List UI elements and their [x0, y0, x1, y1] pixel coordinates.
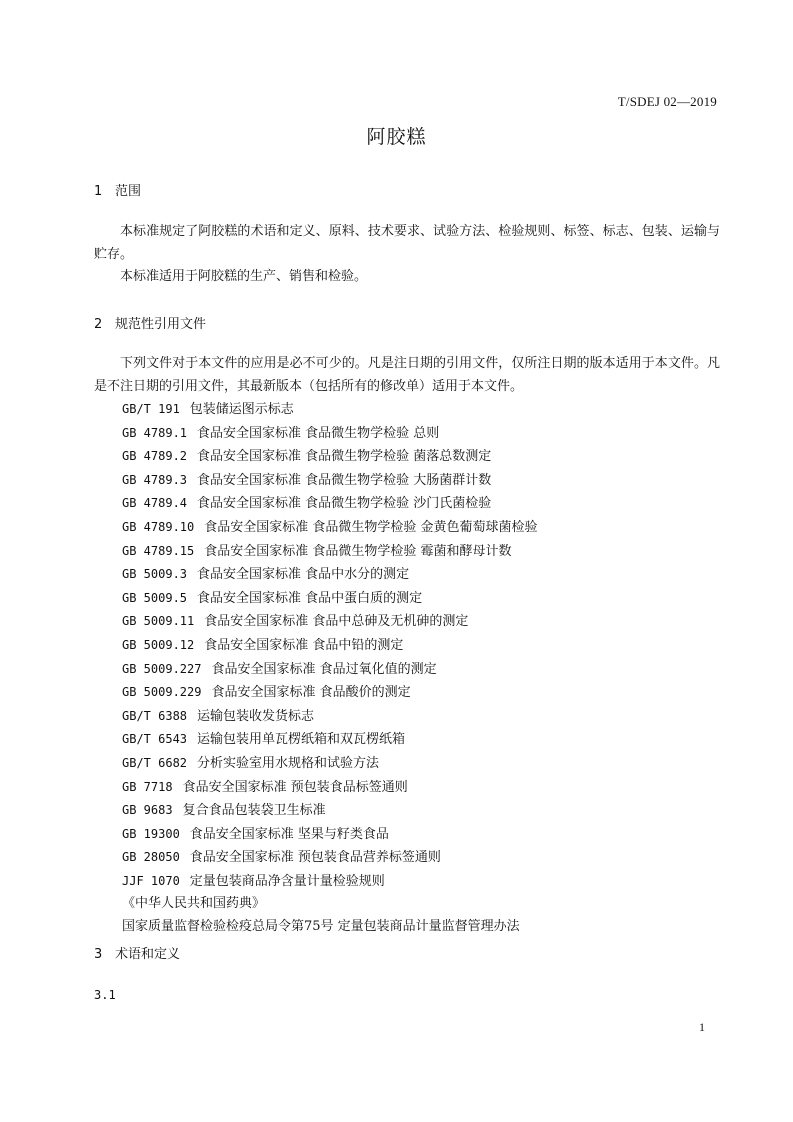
reference-code: GB/T 6388: [122, 708, 188, 723]
reference-item: [122, 823, 538, 847]
reference-code: GB 4789.15: [122, 543, 195, 558]
reference-title: 食品安全国家标准 食品微生物学检验 金黄色葡萄球菌检验: [204, 519, 538, 535]
reference-code: GB 4789.10: [122, 519, 195, 534]
reference-item: [122, 398, 538, 422]
reference-title: 食品安全国家标准 食品微生物学检验 大肠菌群计数: [197, 472, 492, 488]
reference-title: 食品安全国家标准 食品微生物学检验 沙门氏菌检验: [197, 496, 492, 512]
reference-item: [122, 846, 538, 870]
reference-code: GB 9683: [122, 803, 173, 818]
reference-item: [122, 587, 538, 611]
reference-title: 食品安全国家标准 食品酸价的测定: [211, 685, 411, 701]
reference-title: 定量包装商品净含量计量检验规则: [189, 873, 385, 889]
reference-item: [122, 492, 538, 516]
references-intro: 下列文件对于本文件的应用是必不可少的。凡是注日期的引用文件，仅所注日期的版本适用于本文件。凡是不注日期的引用文件，其最新版本（包括所有的修改单）适用于本文件。: [94, 356, 720, 394]
reference-item: [122, 728, 538, 752]
reference-list: [122, 398, 538, 939]
reference-title: 食品安全国家标准 坚果与籽类食品: [189, 826, 389, 842]
reference-title: 食品安全国家标准 食品微生物学检验 菌落总数测定: [197, 449, 492, 465]
reference-item: [122, 799, 538, 823]
section-2-heading: [94, 313, 206, 332]
reference-title: 食品安全国家标准 食品微生物学检验 总则: [197, 425, 440, 441]
reference-code: GB 28050: [122, 850, 180, 865]
reference-code: GB 5009.3: [122, 567, 188, 582]
reference-code: GB 5009.11: [122, 614, 195, 629]
reference-title: 食品安全国家标准 食品过氧化值的测定: [211, 661, 437, 677]
reference-code: GB/T 6682: [122, 755, 188, 770]
reference-title: 食品安全国家标准 食品中总砷及无机砷的测定: [204, 614, 469, 630]
reference-code: GB 4789.2: [122, 449, 188, 464]
reference-item: [122, 469, 538, 493]
reference-title: 复合食品包装袋卫生标准: [182, 803, 326, 819]
section-number: 1: [94, 184, 103, 199]
reference-title: 国家质量监督检验检疫总局令第75号 定量包装商品计量监督管理办法: [122, 919, 520, 935]
document-code: T/SDEJ 02—2019: [617, 94, 717, 109]
reference-item: [122, 870, 538, 894]
reference-code: GB 7718: [122, 779, 173, 794]
reference-item: [122, 634, 538, 658]
reference-item: [122, 422, 538, 446]
reference-title: 食品安全国家标准 预包装食品标签通则: [182, 779, 408, 795]
reference-item: [122, 752, 538, 776]
reference-code: GB 4789.3: [122, 472, 188, 487]
section-number: 2: [94, 317, 103, 332]
page-number: 1: [699, 1020, 705, 1034]
document-title: 阿胶糕: [366, 126, 427, 148]
reference-item: [122, 658, 538, 682]
reference-title: 分析实验室用水规格和试验方法: [197, 755, 380, 771]
reference-title: 食品安全国家标准 食品中蛋白质的测定: [197, 590, 423, 606]
reference-code: GB 4789.1: [122, 425, 188, 440]
reference-code: GB 5009.229: [122, 685, 202, 700]
reference-item: [122, 776, 538, 800]
reference-title: 《中华人民共和国药典》: [122, 896, 266, 912]
reference-title: 食品安全国家标准 食品中水分的测定: [197, 567, 410, 583]
reference-code: GB 5009.12: [122, 637, 195, 652]
reference-code: GB/T 191: [122, 402, 180, 416]
reference-item: [122, 445, 538, 469]
reference-item: [122, 516, 538, 540]
reference-code: GB 19300: [122, 826, 180, 841]
scope-paragraph-2: 本标准适用于阿胶糕的生产、销售和检验。: [120, 269, 368, 284]
reference-code: GB 5009.227: [122, 661, 202, 676]
reference-title: 食品安全国家标准 预包装食品营养标签通则: [189, 850, 441, 866]
reference-item: [122, 681, 538, 705]
scope-paragraph-1: 本标准规定了阿胶糕的术语和定义、原料、技术要求、试验方法、检验规则、标签、标志、包装、运输与贮存。: [94, 224, 720, 262]
reference-code: GB 5009.5: [122, 590, 188, 605]
reference-item: [122, 916, 538, 939]
section-title: 规范性引用文件: [115, 317, 207, 332]
reference-code: JJF 1070: [122, 873, 180, 888]
reference-item: [122, 705, 538, 729]
section-3-heading: [94, 943, 180, 962]
reference-code: GB 4789.4: [122, 496, 188, 511]
reference-title: 食品安全国家标准 食品中铅的测定: [204, 637, 404, 653]
reference-item: [122, 563, 538, 587]
section-title: 术语和定义: [115, 947, 181, 962]
reference-title: 运输包装收发货标志: [197, 708, 315, 724]
reference-title: 运输包装用单瓦楞纸箱和双瓦楞纸箱: [197, 732, 406, 748]
reference-title: 包装储运图示标志: [189, 402, 294, 417]
reference-item: [122, 610, 538, 634]
reference-title: 食品安全国家标准 食品微生物学检验 霉菌和酵母计数: [204, 543, 512, 559]
subsection-number: 3.1: [94, 988, 116, 1002]
reference-item: [122, 540, 538, 564]
section-1-heading: [94, 180, 141, 199]
section-number: 3: [94, 947, 103, 962]
reference-item: [122, 893, 538, 916]
section-title: 范围: [115, 184, 142, 199]
reference-code: GB/T 6543: [122, 732, 188, 747]
